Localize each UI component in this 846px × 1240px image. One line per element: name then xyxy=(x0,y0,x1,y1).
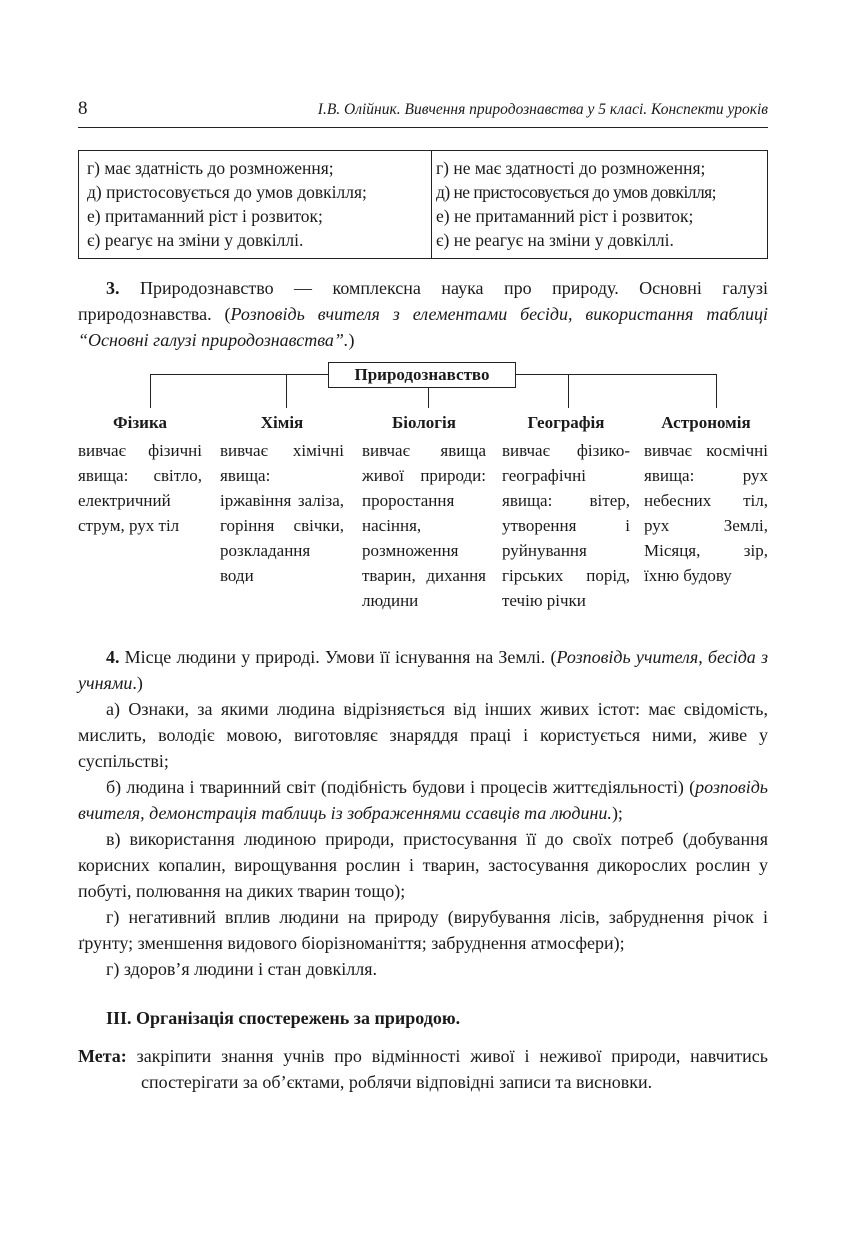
branch-text: вивчає явища живої природи: проростання насіння, розмноження тварин, дихання людини xyxy=(362,441,486,610)
table-cell-line: г) має здатність до розмноження; xyxy=(87,158,334,178)
list-item: в) використання людиною природи, пристосування її до своїх потреб (добування корисних копалин, вирощування рослин і тварин, застосування дикорослих рослин у побуті, полювання на диких тварин тощо); xyxy=(78,829,768,901)
branch-astronomy xyxy=(644,410,768,588)
list-item-text: б) людина і тваринний світ (подібність будови і процесів життєдіяльності) ( xyxy=(106,777,696,797)
branch-title: Географія xyxy=(527,413,605,432)
branch-geography xyxy=(502,410,630,613)
section-text: Місце людини у природі. Умови її існування на Землі. ( xyxy=(119,647,557,667)
list-item-close: ); xyxy=(611,803,623,823)
branch-text: вивчає космічні явища: рух небесних тіл, рух Землі, Місяця, зір, їхню будову xyxy=(644,441,768,585)
branch-title: Біологія xyxy=(392,413,456,432)
living-column xyxy=(79,151,432,259)
table-cell-line: д) пристосовується до умов довкілля; xyxy=(87,182,367,202)
table-cell-line: є) реагує на зміни у довкіллі. xyxy=(87,230,304,250)
section-4-intro xyxy=(78,644,768,696)
connector-line xyxy=(568,374,569,408)
list-item: а) Ознаки, за якими людина відрізняється від інших живих істот: має свідомість, мислить, володіє мовою, виготовляє знаряддя праці і користується ними, живе у суспільстві; xyxy=(78,699,768,771)
table-cell-line: е) не притаманний ріст і розвиток; xyxy=(436,206,694,226)
branch-title: Фізика xyxy=(113,413,167,432)
branch-chemistry xyxy=(220,410,344,588)
branches-diagram xyxy=(78,362,768,612)
section-text: Природознавство — комплексна наука про природу. Основні галузі природознавства. ( xyxy=(78,278,768,324)
running-title: І.В. Олійник. Вивчення природознавства у 5 класі. Конспекти уроків xyxy=(317,101,768,118)
section-close: .) xyxy=(132,673,143,693)
branch-biology xyxy=(362,410,486,613)
section-3-paragraph xyxy=(78,275,768,353)
comparison-table xyxy=(78,150,768,259)
goal-label: Мета: xyxy=(78,1046,127,1066)
branch-text: вивчає фізичні явища: світло, електричний струм, рух тіл xyxy=(78,441,202,535)
section-number: 3. xyxy=(106,278,120,298)
table-row xyxy=(79,151,768,259)
page-number: 8 xyxy=(78,98,88,119)
section-note: Розповідь вчителя з елементами бесіди, використання таблиці “Основні галузі природознавства”. xyxy=(78,304,768,350)
goal-block xyxy=(78,1043,768,1095)
table-cell-line: є) не реагує на зміни у довкіллі. xyxy=(436,230,674,250)
connector-line xyxy=(716,374,717,408)
connector-line xyxy=(286,374,287,408)
connector-line xyxy=(428,387,429,408)
header-rule xyxy=(78,127,768,128)
branch-text: вивчає фізико-географічні явища: вітер, утворення і руйнування гірських порід, течію річки xyxy=(502,441,630,610)
table-cell-line: г) не має здатності до розмноження; xyxy=(436,158,706,178)
branch-title: Хімія xyxy=(260,413,304,432)
list-item xyxy=(78,774,768,826)
list-item: г) негативний вплив людини на природу (вирубування лісів, забруднення річок і ґрунту; зменшення видового біорізноманіття; забруднення атмосфери); xyxy=(78,907,768,953)
connector-line xyxy=(150,374,328,375)
list-item: г) здоров’я людини і стан довкілля. xyxy=(106,959,378,979)
list-item-note: розповідь вчителя, демонстрація таблиць із зображеннями ссавців та людини. xyxy=(78,777,768,823)
nonliving-column xyxy=(432,151,768,259)
goal-text-block xyxy=(78,1043,768,1095)
section-close: ) xyxy=(348,330,355,350)
branch-physics xyxy=(78,410,202,538)
section-iii-heading: ІІІ. Організація спостережень за природою. xyxy=(106,1008,461,1028)
connector-line xyxy=(150,374,151,408)
branch-text: вивчає хімічні явища: іржавіння заліза, горіння свічки, розкладання води xyxy=(220,441,344,585)
section-note: Розповідь учителя, бесіда з учнями xyxy=(78,647,768,693)
goal-text: закріпити знання учнів про відмінності живої і неживої природи, навчитись спостерігати за об’єктами, роблячи відповідні записи та висновки. xyxy=(126,1046,768,1092)
section-number: 4. xyxy=(106,647,120,667)
connector-line xyxy=(514,374,716,375)
table-cell-line: е) притаманний ріст і розвиток; xyxy=(87,206,323,226)
branch-title: Астрономія xyxy=(661,413,751,432)
diagram-root: Природознавство xyxy=(328,362,516,388)
section-4 xyxy=(78,644,768,982)
table-cell-line: д) не пристосовується до умов довкілля; xyxy=(436,182,716,202)
